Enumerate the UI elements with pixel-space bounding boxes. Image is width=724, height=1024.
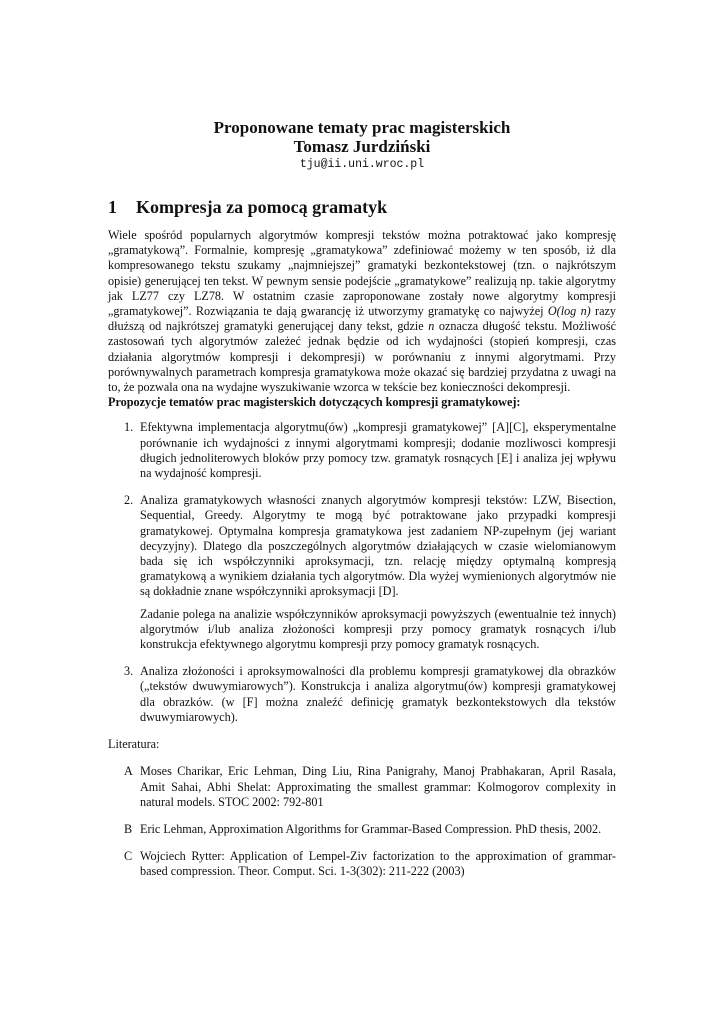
topics-list xyxy=(108,420,616,725)
reference-marker: A xyxy=(124,764,133,779)
author-name: Tomasz Jurdziński xyxy=(293,137,431,156)
intro-paragraph xyxy=(108,228,616,395)
literature-label: Literatura: xyxy=(108,737,160,752)
intro-text-part-2: razy dłuższą od najkrótszej gramatyki generującej dany tekst, gdzie xyxy=(108,304,616,334)
author-email: tju@ii.uni.wroc.pl xyxy=(299,158,425,171)
section-title: Kompresja za pomocą gramatyk xyxy=(136,197,388,217)
topic-paragraph: Zadanie polega na analizie współczynników aproksymacji powyższych (ewentualnie też innych) algorytmów i/lub analiza złożoności kompresji przy pomocy gramatyk rosnących i/lub konstrukcja efektywnego algorytmu kompresji przy pomocy gramatyk rosnących. xyxy=(140,606,616,652)
reference-item xyxy=(108,764,616,810)
document-title: Proponowane tematy prac magisterskich xyxy=(213,118,511,137)
reference-text: Moses Charikar, Eric Lehman, Ding Liu, Rina Panigrahy, Manoj Prabhakaran, April Rasala, Amit Sahai, Abhi Shelat: Approximating the smallest grammar: Kolmogorov complexity in natural models. STOC 2002: 792-801 xyxy=(140,764,616,809)
topic-paragraph: Analiza złożoności i aproksymowalności dla problemu kompresji gramatykowej dla obrazków („tekstów dwuwymiarowych”). Konstrukcja i analiza algorytmu(ów) kompresji gramatykowej dla obrazków. (w [F] można znaleźć definicję gramatyk bezkontekstowych dla tekstów dwuwymiarowych). xyxy=(140,664,616,724)
document-page xyxy=(108,118,616,892)
reference-text: Wojciech Rytter: Application of Lempel-Ziv factorization to the approximation of grammar-based compression. Theor. Comput. Sci. 1-3(302): 211-222 (2003) xyxy=(140,849,616,879)
topic-marker: 1. xyxy=(124,420,134,435)
math-n: n xyxy=(428,319,435,334)
topic-marker: 3. xyxy=(124,664,134,679)
intro-text-part-3: oznacza długość tekstu. Możliwość zastosowań tych algorytmów zależeć jednak będzie od ich wydajności (stopień kompresji, czas działania algorytmów kompresji i dekompresji) w porównaniu z innymi algorytmami. Przy porównywalnych parametrach kompresja gramatykowa może okazać się bardziej przydatna z uwagi na to, że pozwala ona na wydajne wyszukiwanie wzorca w tekście bez konieczności dekompresji. xyxy=(108,319,616,395)
topic-item xyxy=(108,420,616,481)
reference-item xyxy=(108,849,616,879)
topics-heading: Propozycje tematów prac magisterskich dotyczących kompresji gramatykowej: xyxy=(108,395,521,410)
references-list xyxy=(108,764,616,879)
topic-paragraph: Efektywna implementacja algorytmu(ów) „kompresji gramatykowej” [A][C], eksperymentalne porównanie ich wydajności z innymi algorytmami kompresji; dodanie mozliwosci kompresji długich jednoliterowych bloków przy pomocy tzw. gramatyk rosnących [E] i analiza jej wpływu na wydajność kompresji. xyxy=(140,420,616,481)
topic-item xyxy=(108,664,616,725)
section-number: 1 xyxy=(108,197,117,217)
section-heading xyxy=(108,197,616,218)
topic-marker: 2. xyxy=(124,493,134,508)
topic-item xyxy=(108,493,616,652)
reference-marker: C xyxy=(124,849,133,864)
reference-marker: B xyxy=(124,821,133,836)
reference-item xyxy=(108,822,616,837)
intro-text-part-1: Wiele spośród popularnych algorytmów kompresji tekstów można potraktować jako kompresję „gramatykową”. Formalnie, kompresję „gramatykowa” zdefiniować możemy w ten sposób, iż dla kompresowanego tekstu szukamy „najmniejszej” gramatyki bezkontekstowej (tzn. o najkrótszym opisie) generującej ten tekst. W pewnym sensie podejście „gramatykowe” realizują np. takie algorytmy jak LZ77 czy LZ78. W ostatnim czasie zaproponowane zostały nowe algorytmy kompresji „gramatykowej”. Rozwiązania te dają gwarancję iż utworzymy gramatykę co najwyżej xyxy=(108,228,616,319)
topic-paragraph: Analiza gramatykowych własności znanych algorytmów kompresji tekstów: LZW, Bisection, Sequential, Greedy. Algorytmy te mogą być potraktowane jako przypadki kompresji gramatykowej. Optymalna kompresja gramatykowa jest zadaniem NP-zupełnym (jej wariant decyzyjny). Dlatego dla poszczególnych algorytmów działających w czasie wielomianowym bada się ich współczynniki aproksymacji, tzn. relację między optymalną kompresją gramatykową a wynikiem działania tych algorytmów. Dla wyżej wymienionych algorytmów nie są dokładnie znane współczynniki aproksymacji [D]. xyxy=(140,493,616,599)
reference-text: Eric Lehman, Approximation Algorithms for Grammar-Based Compression. PhD thesis, 2002. xyxy=(140,821,602,836)
math-big-o: O(log n) xyxy=(547,304,591,319)
